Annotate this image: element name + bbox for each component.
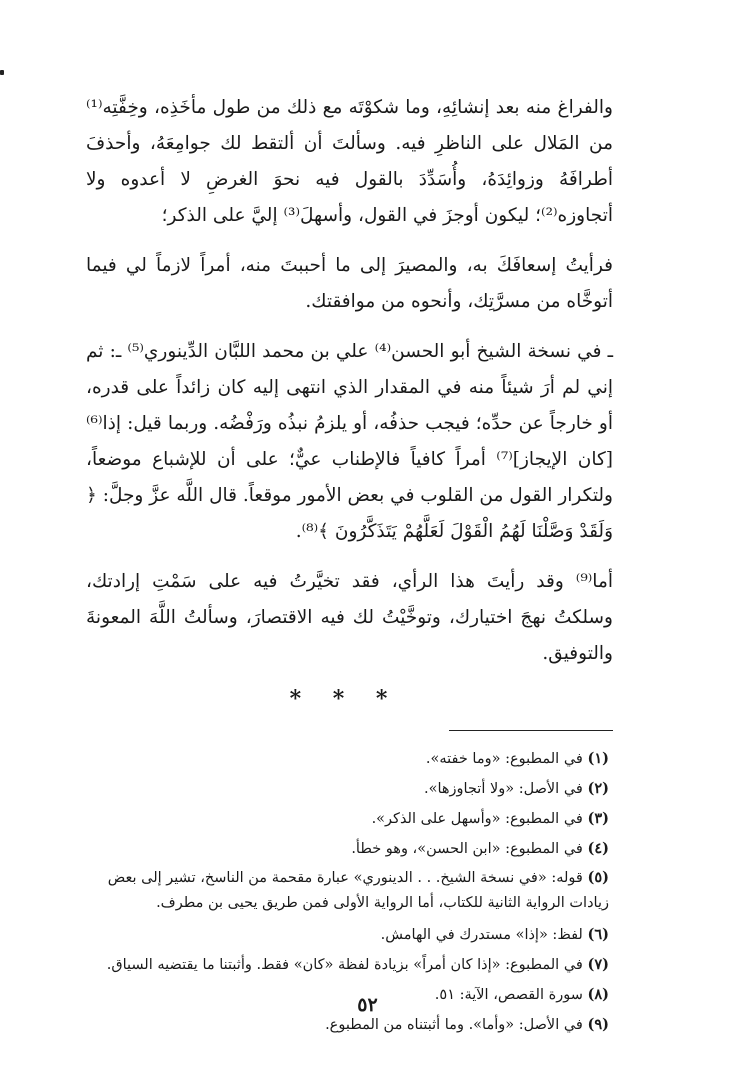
footnote-text: في المطبوع: «وما خفته». <box>425 751 583 767</box>
footnote-2 <box>86 775 613 803</box>
footnote-text: قوله: «في نسخة الشيخ. . . الدينوري» عبارة مقحمة من الناسخ، تشير إلى بعض زيادات الرواية الثانية للكتاب، أما الرواية الأولى فمن طريق يحيى بن مطرف. <box>107 870 609 911</box>
footnote-number: (٨) <box>587 986 609 1003</box>
book-page <box>86 90 613 1041</box>
footnote-7 <box>86 951 613 979</box>
footnote-number: (٥) <box>587 869 609 886</box>
footnote-text: في المطبوع: «ابن الحسن»، وهو خطأ. <box>351 841 583 857</box>
footnote-text: في الأصل: «وأما». وما أثبتناه من المطبوع. <box>325 1017 583 1033</box>
footnote-number: (٢) <box>587 780 609 797</box>
footnote-divider <box>449 730 613 731</box>
footnote-text: سورة القصص، الآية: ٥١. <box>434 987 583 1003</box>
page-number: ٥٢ <box>357 994 378 1016</box>
footnote-number: (٦) <box>587 926 609 943</box>
main-text <box>86 90 613 672</box>
footnote-4 <box>86 835 613 863</box>
footnote-1 <box>86 745 613 773</box>
paragraph-1: والفراغ منه بعد إنشائِهِ، وما شكوْتَه مع ذلك من طول مأخَذِه، وخِفَّتِه⁽¹⁾ من المَلال على الناظرِ فيه. وسألتَ أن ألتقط لك جوامِعَهُ، وأحذفَ أطرافَهُ وزوائِدَهُ، وأُسَدِّدَ بالقول فيه نحوَ الغرضِ لا أعدوه ولا أتجاوزه⁽²⁾؛ ليكون أوجزَ في القول، وأسهلَ⁽³⁾ إليَّ على الذكر؛ <box>86 97 613 226</box>
footnote-number: (٩) <box>587 1016 609 1033</box>
footnote-3 <box>86 805 613 833</box>
page-edge-mark <box>0 70 4 75</box>
footnote-number: (١) <box>587 750 609 767</box>
footnote-text: في المطبوع: «إذا كان أمراً» بزيادة لفظة «كان» فقط. وأثبتنا ما يقتضيه السياق. <box>106 957 583 973</box>
section-separator: * * * <box>289 686 400 712</box>
paragraph-4: أما⁽⁹⁾ وقد رأيتَ هذا الرأي، فقد تخيَّرتُ فيه على سَمْتِ إرادتك، وسلكتُ نهجَ اختيارك، وتوخَّيْتُ لك فيه الاقتصارَ، وسألتُ اللَّهَ المعونةَ والتوفيق. <box>86 571 613 664</box>
footnote-6 <box>86 921 613 949</box>
footnote-5 <box>86 865 613 916</box>
paragraph-3: ـ في نسخة الشيخ أبو الحسن⁽⁴⁾ علي بن محمد اللبَّان الدِّينوري⁽⁵⁾ ـ: ثم إني لم أرَ شيئاً منه في المقدار الذي انتهى إليه كان زائداً على قدره، أو خارجاً عن حدِّه؛ فيجب حذفُه، أو يلزمُ نبذُه ورَفْضُه. وربما قيل: إذا⁽⁶⁾ [كان الإيجاز]⁽⁷⁾ أمراً كافياً فالإطناب عيٌّ؛ على أن للإشباع موضعاً، ولتكرار القول من القلوب في بعض الأمور موقعاً. قال اللَّه عزَّ وجلَّ: ﴿ وَلَقَدْ وَصَّلْنَا لَهُمُ الْقَوْلَ لَعَلَّهُمْ يَتَذَكَّرُونَ ﴾⁽⁸⁾. <box>86 341 613 542</box>
footnote-text: لفظ: «إذا» مستدرك في الهامش. <box>380 927 583 943</box>
paragraph-2: فرأيتُ إسعافَكَ به، والمصيرَ إلى ما أحببتَ منه، أمراً لازماً لي فيما أتوخَّاه من مسرَّتِك، وأنحوه من موافقتك. <box>86 255 613 312</box>
footnote-number: (٤) <box>587 840 609 857</box>
footnote-number: (٧) <box>587 956 609 973</box>
footnote-text: في الأصل: «ولا أتجاوزها». <box>423 781 583 797</box>
footnote-number: (٣) <box>587 810 609 827</box>
footnote-text: في المطبوع: «وأسهل على الذكر». <box>371 811 583 827</box>
